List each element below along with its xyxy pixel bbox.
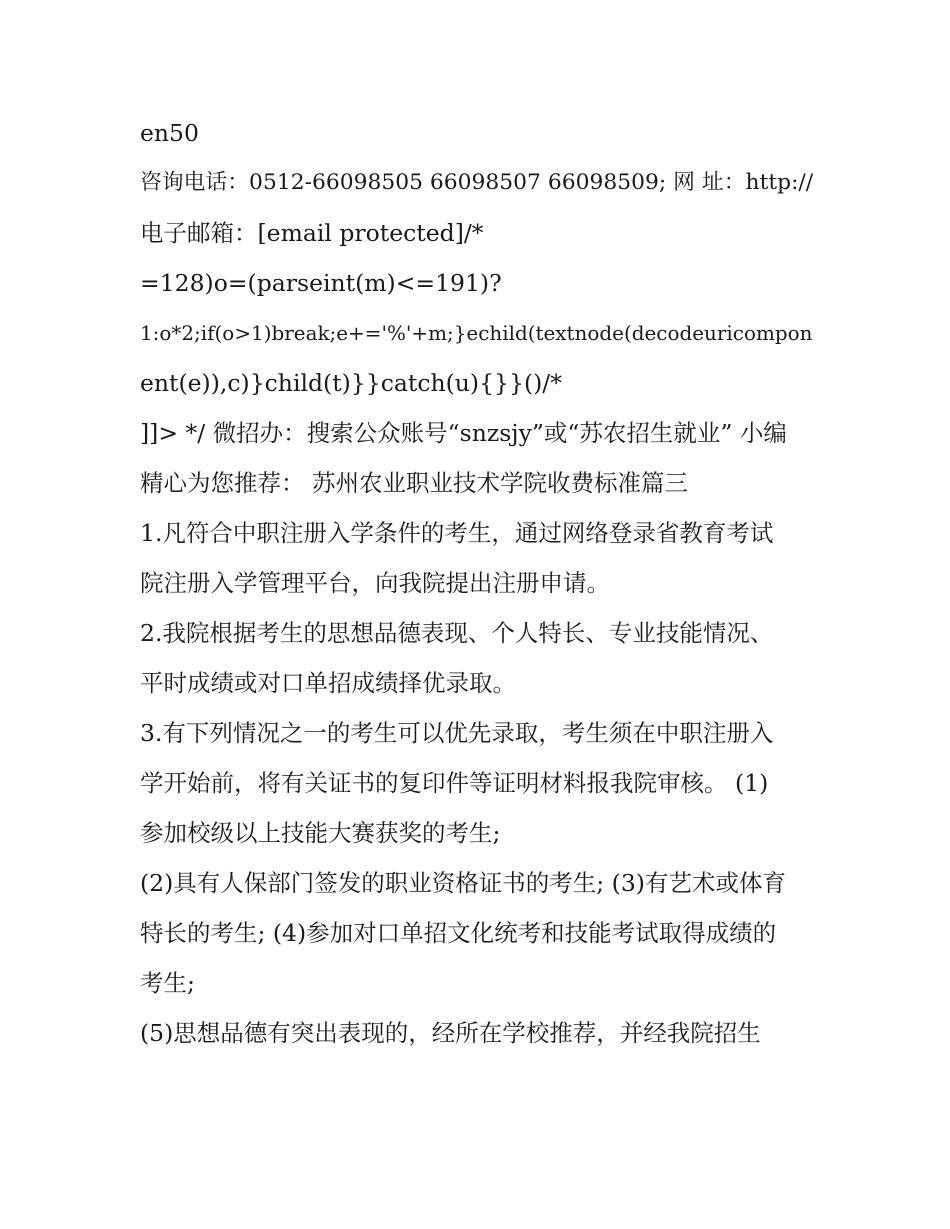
- text-line: 考生;: [140, 969, 195, 997]
- text-line: 特长的考生; (4)参加对口单招文化统考和技能考试取得成绩的: [140, 919, 777, 947]
- text-line: 电子邮箱：[email protected]/*: [140, 219, 484, 247]
- text-line: ent(e)),c)}child(t)}}catch(u){}}()/*: [140, 369, 562, 397]
- text-line: 2.我院根据考生的思想品德表现、个人特长、专业技能情况、: [140, 619, 774, 647]
- text-line: 1.凡符合中职注册入学条件的考生，通过网络登录省教育考试: [140, 519, 774, 547]
- text-line: 1:o*2;if(o>1)break;e+='%'+m;}echild(textnode(decodeuricompon: [140, 321, 813, 345]
- text-line: 学开始前，将有关证书的复印件等证明材料报我院审核。 (1): [140, 769, 769, 797]
- text-line: 平时成绩或对口单招成绩择优录取。: [140, 669, 516, 697]
- document-body: [140, 108, 820, 1058]
- text-line: 咨询电话：0512-66098505 66098507 66098509; 网 址：http://: [140, 170, 814, 195]
- text-line: 院注册入学管理平台，向我院提出注册申请。: [140, 569, 610, 597]
- text-line: 3.有下列情况之一的考生可以优先录取，考生须在中职注册入: [140, 719, 774, 747]
- text-line: (2)具有人保部门签发的职业资格证书的考生; (3)有艺术或体育: [140, 869, 786, 897]
- text-line: 参加校级以上技能大赛获奖的考生;: [140, 819, 501, 847]
- text-line: ]]> */ 微招办：搜索公众账号“snzsjy”或“苏农招生就业” 小编: [140, 419, 787, 447]
- text-line: 精心为您推荐： 苏州农业职业技术学院收费标准篇三: [140, 469, 688, 497]
- text-line: en50: [140, 119, 199, 147]
- text-line: =128)o=(parseint(m)<=191)?: [140, 269, 502, 297]
- text-line: (5)思想品德有突出表现的，经所在学校推荐，并经我院招生: [140, 1019, 761, 1047]
